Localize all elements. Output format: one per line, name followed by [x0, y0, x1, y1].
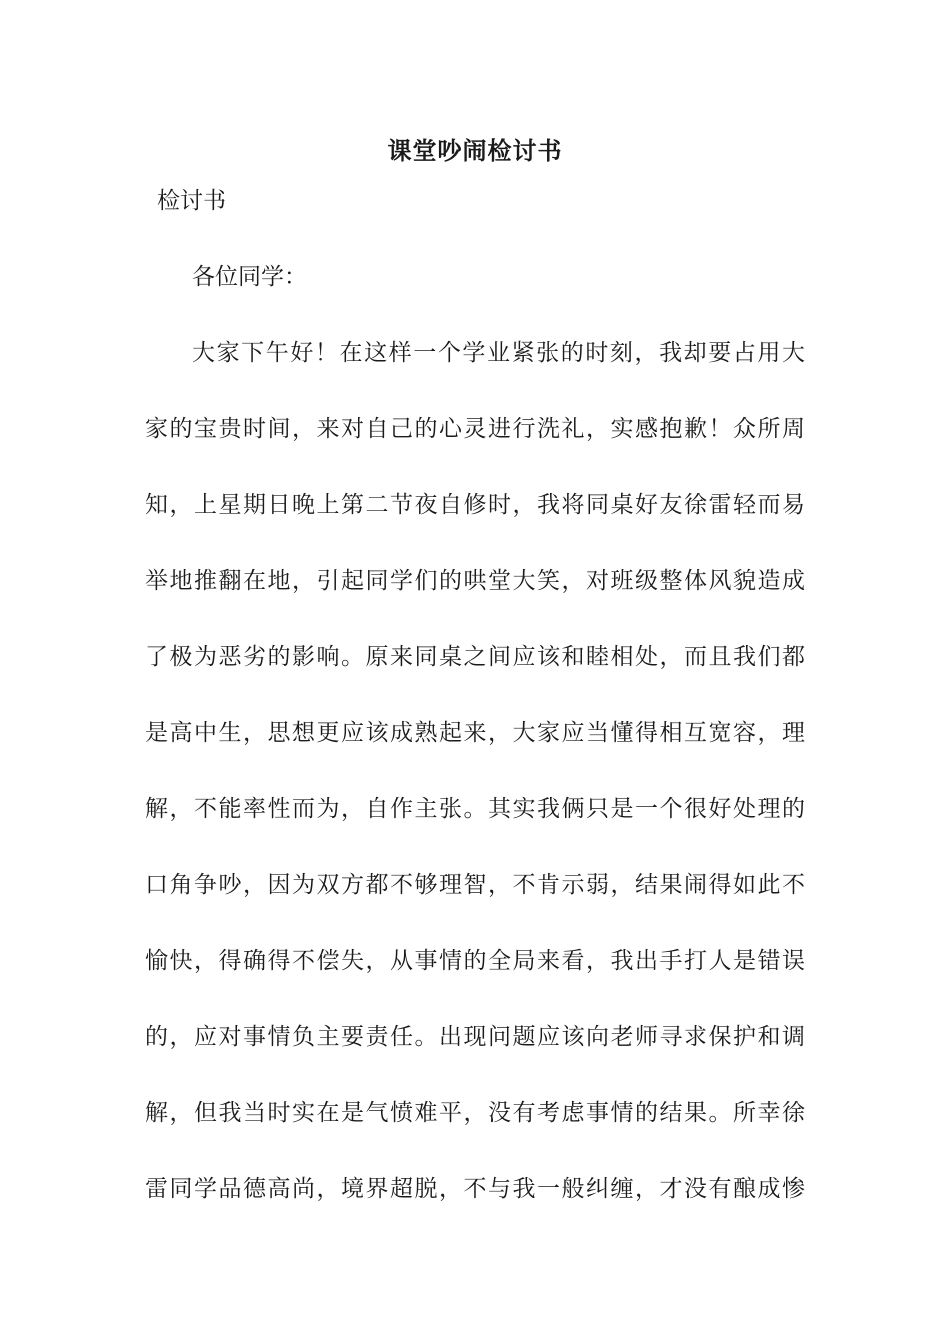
body-line: 愉快，得确得不偿失，从事情的全局来看，我出手打人是错误: [145, 948, 805, 974]
body-line: 了极为恶劣的影响。原来同桌之间应该和睦相处，而且我们都: [145, 644, 805, 670]
body-text: [145, 336, 805, 1248]
body-line: 口角争吵，因为双方都不够理智，不肯示弱，结果闹得如此不: [145, 872, 805, 898]
document-subtitle: 检讨书: [157, 188, 226, 214]
body-line: 是高中生，思想更应该成熟起来，大家应当懂得相互宽容，理: [145, 720, 805, 746]
body-line: 的，应对事情负主要责任。出现问题应该向老师寻求保护和调: [145, 1024, 805, 1050]
body-line: 解，但我当时实在是气愤难平，没有考虑事情的结果。所幸徐: [145, 1100, 805, 1126]
body-line: 举地推翻在地，引起同学们的哄堂大笑，对班级整体风貌造成: [145, 568, 805, 594]
document-title: 课堂吵闹检讨书: [387, 136, 563, 165]
body-line: 雷同学品德高尚，境界超脱，不与我一般纠缠，才没有酿成惨: [145, 1176, 805, 1202]
body-line: 家的宝贵时间，来对自己的心灵进行洗礼，实感抱歉！众所周: [145, 416, 805, 442]
body-line: 解，不能率性而为，自作主张。其实我俩只是一个很好处理的: [145, 796, 805, 822]
body-line: 大家下午好！在这样一个学业紧张的时刻，我却要占用大: [192, 340, 805, 366]
body-line: 知，上星期日晚上第二节夜自修时，我将同桌好友徐雷轻而易: [145, 492, 805, 518]
salutation: 各位同学：: [192, 264, 307, 290]
